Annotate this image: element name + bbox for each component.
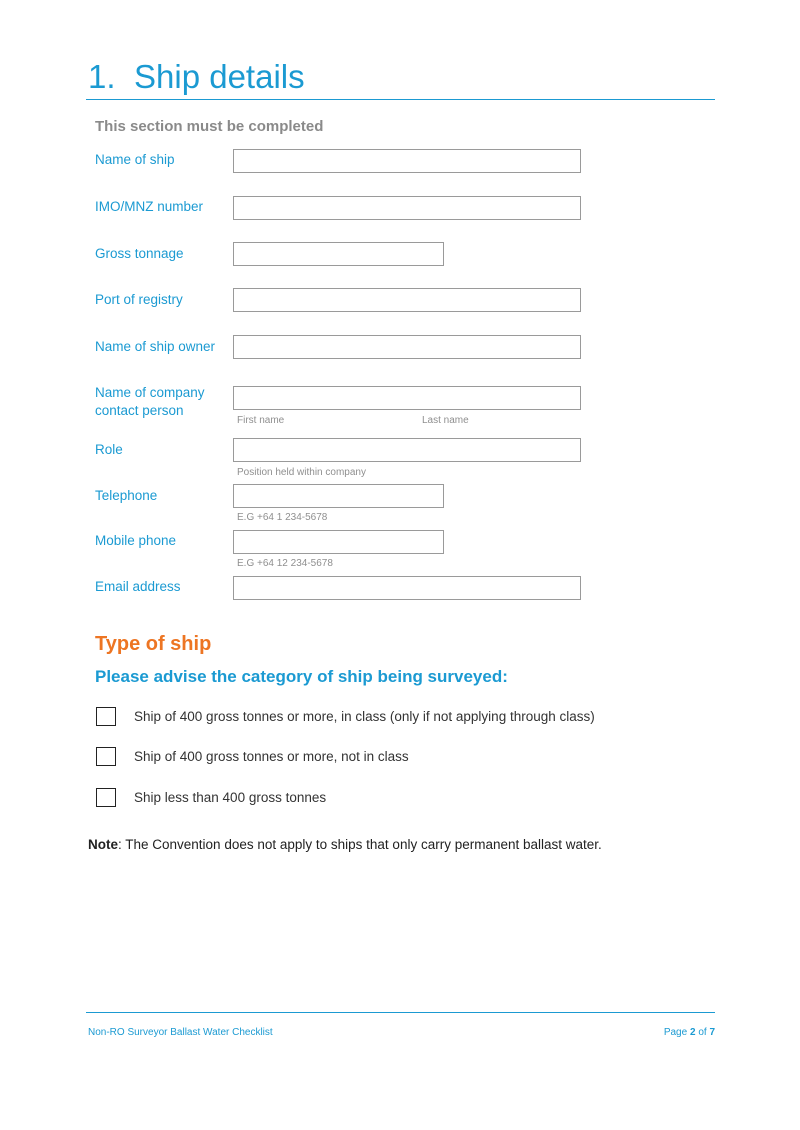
page-current: 2 [689, 1027, 696, 1038]
page-word: Page [663, 1027, 688, 1038]
title-divider [86, 99, 715, 100]
mobile-field[interactable] [233, 530, 444, 554]
contact-person-label-line2: contact person [95, 403, 184, 418]
ship-type-option-3: Ship less than 400 gross tonnes [134, 790, 327, 805]
mobile-hint: E.G +64 12 234-5678 [237, 558, 333, 569]
port-of-registry-field[interactable] [233, 288, 581, 312]
role-hint: Position held within company [237, 467, 366, 478]
email-label: Email address [95, 579, 181, 594]
page-title [88, 58, 305, 96]
imo-number-field[interactable] [233, 196, 581, 220]
ship-type-checkbox-1[interactable] [96, 707, 116, 726]
gross-tonnage-label: Gross tonnage [95, 246, 184, 261]
ship-type-question: Please advise the category of ship being surveyed: [95, 667, 508, 686]
role-label: Role [95, 442, 123, 457]
ship-type-option-2: Ship of 400 gross tonnes or more, not in class [134, 749, 409, 764]
page-of: of [698, 1027, 707, 1038]
port-of-registry-label: Port of registry [95, 292, 183, 307]
ship-name-field[interactable] [233, 149, 581, 173]
first-name-hint: First name [237, 415, 285, 426]
telephone-label: Telephone [95, 488, 158, 503]
ship-type-option-1: Ship of 400 gross tonnes or more, in class (only if not applying through class) [134, 709, 595, 724]
note-prefix: Note [88, 837, 118, 852]
role-field[interactable] [233, 438, 581, 462]
ship-owner-field[interactable] [233, 335, 581, 359]
ship-owner-label: Name of ship owner [95, 339, 216, 354]
note-text: : The Convention does not apply to ships that only carry permanent ballast water. [118, 837, 602, 852]
ship-type-checkbox-2[interactable] [96, 747, 116, 766]
section-requirement: This section must be completed [95, 118, 324, 135]
contact-person-field[interactable] [233, 386, 581, 410]
imo-number-label: IMO/MNZ number [95, 199, 204, 214]
footer-page-number [664, 1027, 715, 1038]
telephone-field[interactable] [233, 484, 444, 508]
mobile-label: Mobile phone [95, 533, 177, 548]
gross-tonnage-field[interactable] [233, 242, 444, 266]
section-number: 1. [88, 58, 116, 95]
ship-name-label: Name of ship [95, 152, 175, 167]
telephone-hint: E.G +64 1 234-5678 [237, 512, 328, 523]
footer-document-title: Non-RO Surveyor Ballast Water Checklist [88, 1027, 273, 1038]
footer-divider [86, 1012, 715, 1013]
page-total: 7 [709, 1027, 715, 1038]
contact-person-label-line1: Name of company [95, 385, 205, 400]
email-field[interactable] [233, 576, 581, 600]
last-name-hint: Last name [422, 415, 469, 426]
note [88, 837, 602, 852]
section-title: Ship details [134, 58, 305, 95]
ship-type-checkbox-3[interactable] [96, 788, 116, 807]
ship-type-heading: Type of ship [95, 633, 212, 655]
